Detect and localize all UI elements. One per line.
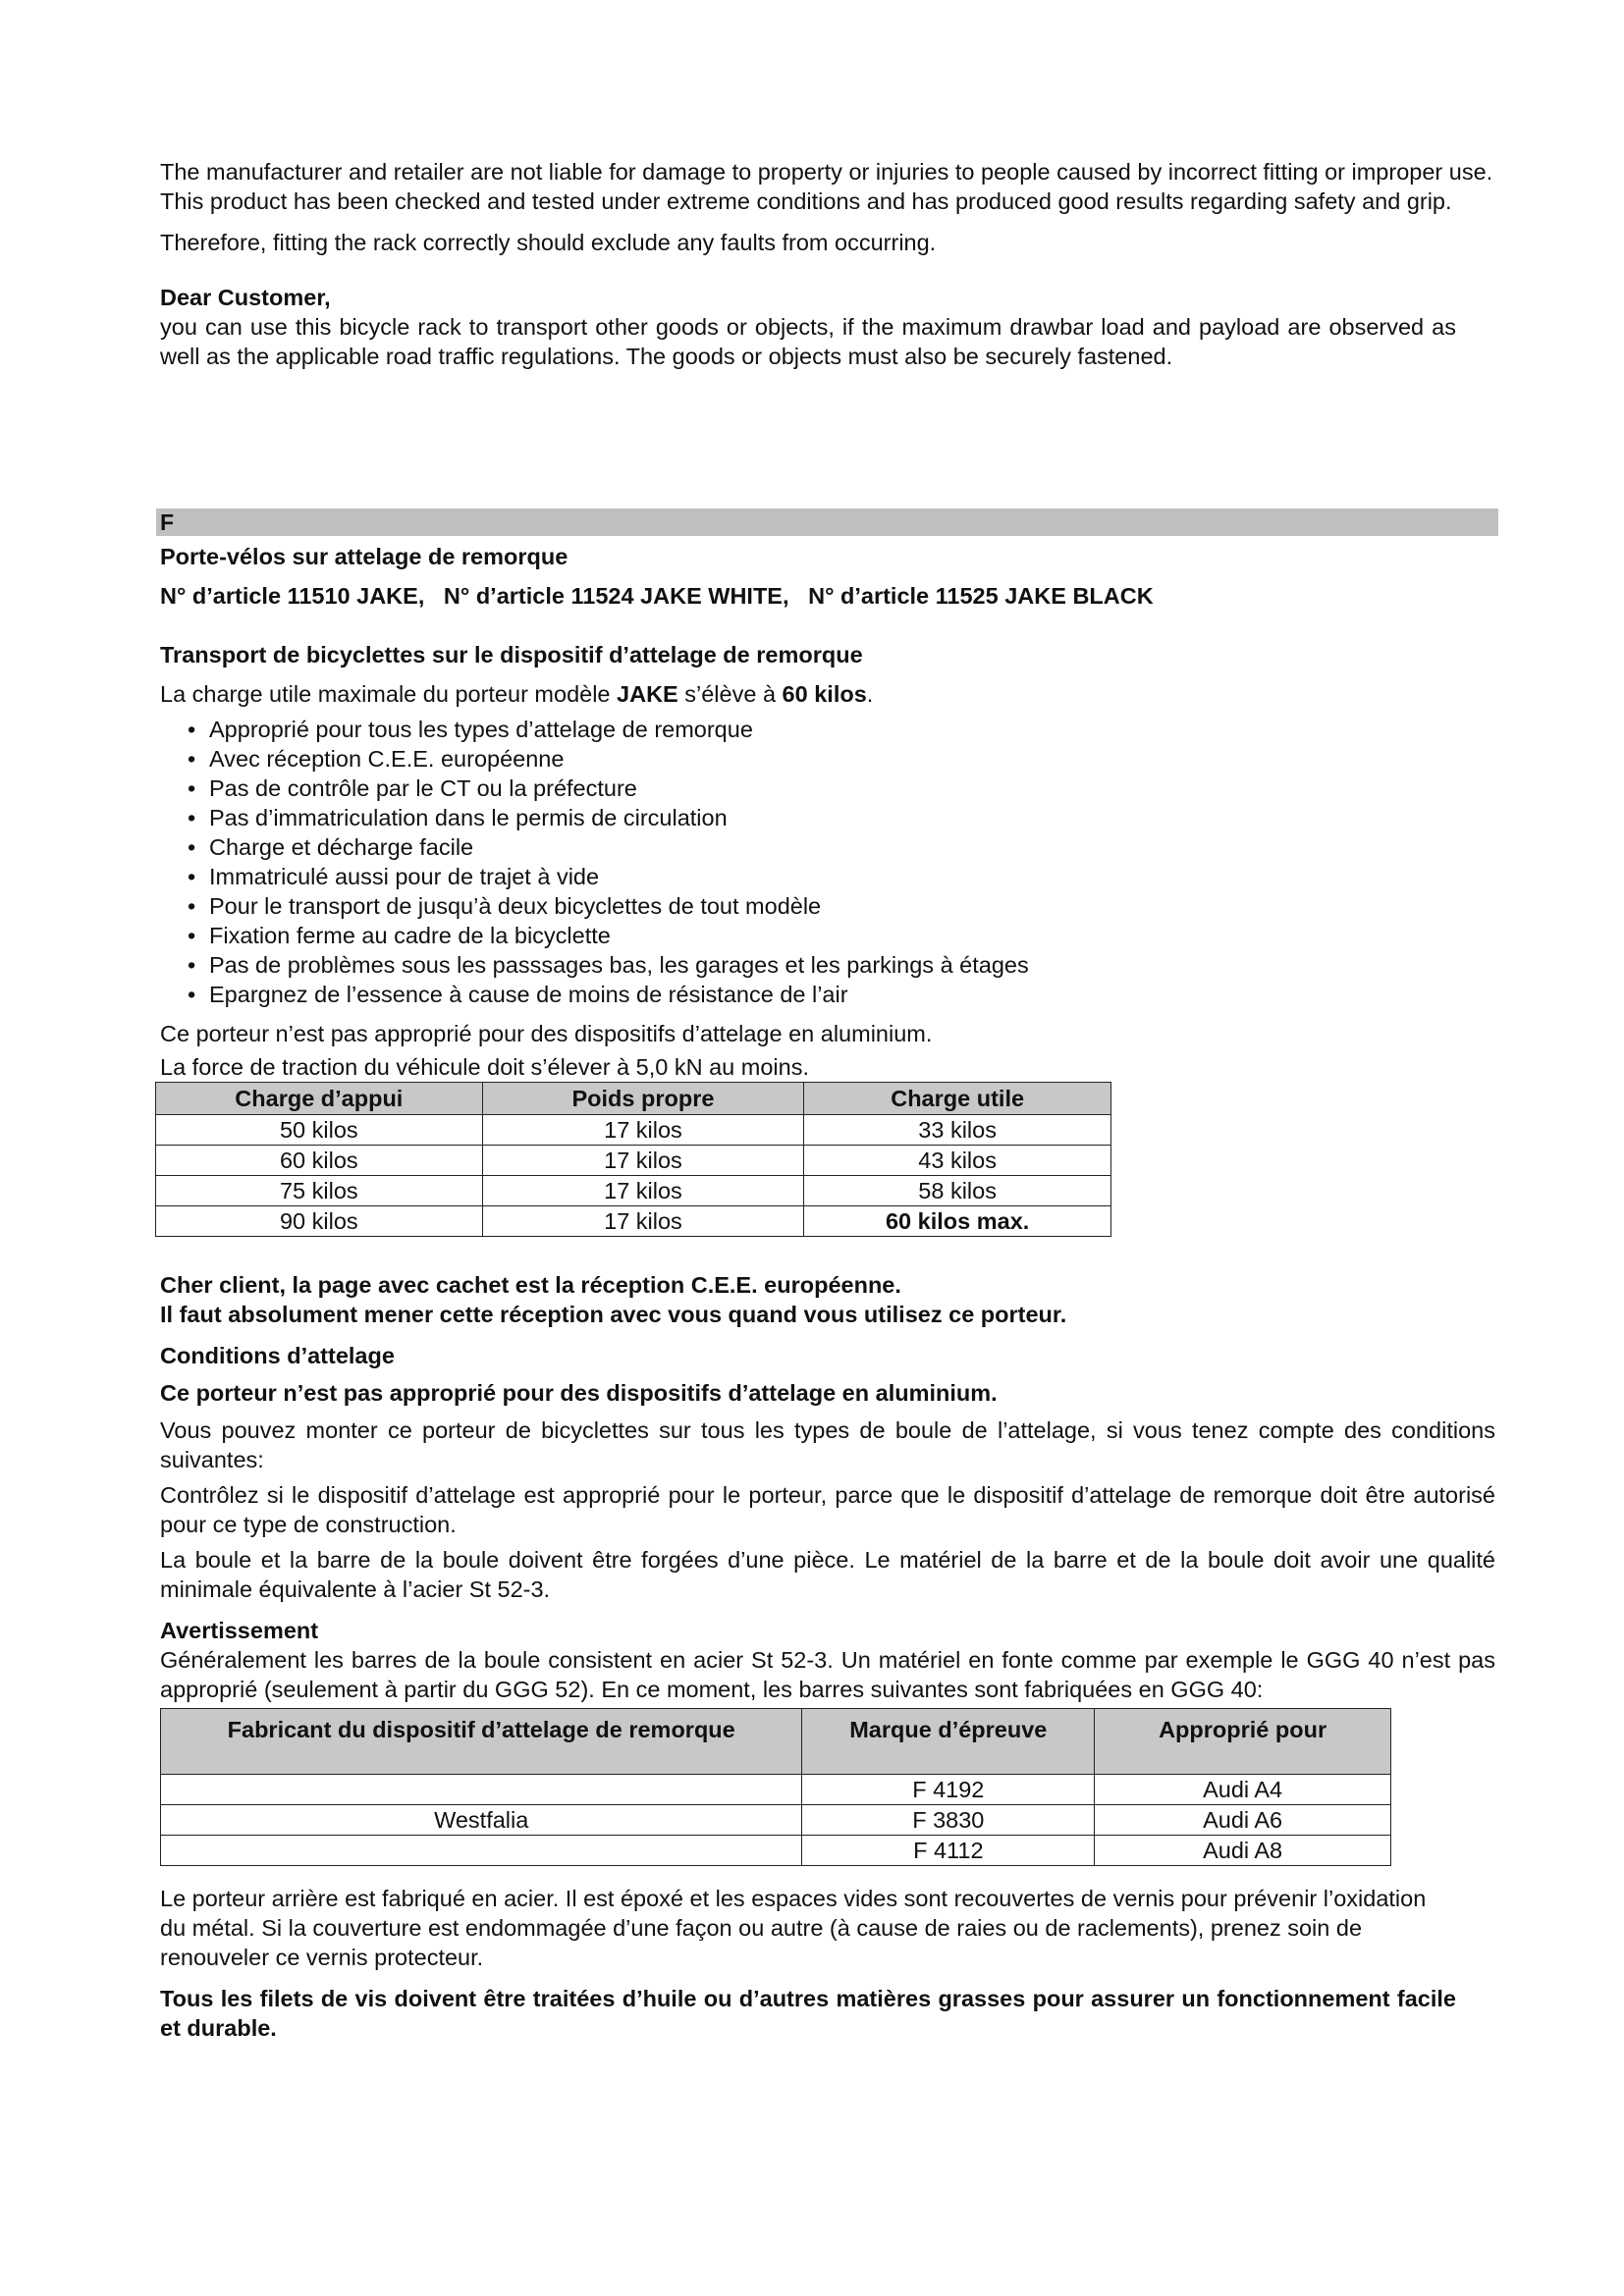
- table-cell: 60 kilos: [156, 1146, 483, 1176]
- list-item: • Pas de contrôle par le CT ou la préfecture: [209, 774, 1495, 803]
- table-row: [156, 1115, 1111, 1146]
- client-note-line2: Il faut absolument mener cette réception avec vous quand vous utilisez ce porteur.: [160, 1302, 1067, 1327]
- table-row: [156, 1176, 1111, 1206]
- payload-line: La charge utile maximale du porteur modèle JAKE s’élève à 60 kilos.: [160, 681, 874, 707]
- list-item: • Avec réception C.E.E. européenne: [209, 744, 1495, 774]
- table-cell: Audi A6: [1095, 1805, 1391, 1836]
- conditions-aluminium: Ce porteur n’est pas approprié pour des dispositifs d’attelage en aluminium.: [160, 1380, 998, 1406]
- table-cell: [161, 1836, 802, 1866]
- list-item: • Pas de problèmes sous les passsages bas, les garages et les parkings à étages: [209, 950, 1495, 980]
- table-cell: [161, 1775, 802, 1805]
- list-item: • Epargnez de l’essence à cause de moins de résistance de l’air: [209, 980, 1495, 1009]
- table-header: Approprié pour: [1095, 1709, 1391, 1775]
- table-cell: 33 kilos: [804, 1115, 1111, 1146]
- table-header: Fabricant du dispositif d’attelage de remorque: [161, 1709, 802, 1775]
- conditions-paragraph-3: La boule et la barre de la boule doivent être forgées d’une pièce. Le matériel de la barre et de la boule doit avoir une qualité minimale équivalente à l’acier St 52-3.: [160, 1547, 1495, 1602]
- list-item: • Immatriculé aussi pour de trajet à vide: [209, 862, 1495, 891]
- french-section: [160, 542, 1495, 2043]
- payload-value: 60 kilos: [782, 681, 867, 707]
- feature-list: [160, 715, 1495, 1009]
- fitting-paragraph: Therefore, fitting the rack correctly should exclude any faults from occurring.: [160, 230, 937, 255]
- table-cell: 17 kilos: [482, 1146, 804, 1176]
- table-cell: 17 kilos: [482, 1115, 804, 1146]
- table-cell-max: 60 kilos max.: [804, 1206, 1111, 1237]
- list-item: • Pour le transport de jusqu’à deux bicyclettes de tout modèle: [209, 891, 1495, 921]
- table-row: [156, 1206, 1111, 1237]
- table-header: Poids propre: [482, 1083, 804, 1115]
- client-note-line1: Cher client, la page avec cachet est la réception C.E.E. européenne.: [160, 1272, 901, 1298]
- section-title: Porte-vélos sur attelage de remorque: [160, 544, 568, 569]
- article-numbers: N° d’article 11510 JAKE, N° d’article 11524 JAKE WHITE, N° d’article 11525 JAKE BLACK: [160, 583, 1154, 609]
- liability-paragraph: The manufacturer and retailer are not liable for damage to property or injuries to people caused by incorrect fitting or improper use.: [160, 159, 1493, 185]
- final-note: Tous les filets de vis doivent être traitées d’huile ou d’autres matières grasses pour assurer un fonctionnement facile et durable.: [160, 1986, 1456, 2041]
- load-table: [155, 1082, 1111, 1237]
- manufacturer-cell: Westfalia: [161, 1805, 802, 1836]
- table-header: Marque d’épreuve: [802, 1709, 1095, 1775]
- table-header: Charge utile: [804, 1083, 1111, 1115]
- table-cell: F 4192: [802, 1775, 1095, 1805]
- table-cell: 50 kilos: [156, 1115, 483, 1146]
- table-row: [156, 1146, 1111, 1176]
- traction-note: La force de traction du véhicule doit s’élever à 5,0 kN au moins.: [160, 1054, 809, 1080]
- table-cell: 58 kilos: [804, 1176, 1111, 1206]
- conditions-paragraph-2: Contrôlez si le dispositif d’attelage est approprié pour le porteur, parce que le dispositif d’attelage de remorque doit être autorisé pour ce type de construction.: [160, 1482, 1495, 1537]
- table-cell: 90 kilos: [156, 1206, 483, 1237]
- table-header-row: [156, 1083, 1111, 1115]
- table-cell: Audi A4: [1095, 1775, 1391, 1805]
- dear-customer-heading: Dear Customer,: [160, 285, 331, 310]
- section-letter-bar: F: [156, 508, 1498, 536]
- list-item: • Fixation ferme au cadre de la bicyclette: [209, 921, 1495, 950]
- table-cell: F 4112: [802, 1836, 1095, 1866]
- list-item: • Pas d’immatriculation dans le permis de circulation: [209, 803, 1495, 832]
- table-row: [161, 1775, 1391, 1805]
- manufacturer-table: [160, 1708, 1391, 1866]
- list-item: • Approprié pour tous les types d’attelage de remorque: [209, 715, 1495, 744]
- table-cell: F 3830: [802, 1805, 1095, 1836]
- table-header-row: [161, 1709, 1391, 1775]
- table-row: [161, 1805, 1391, 1836]
- steel-paragraph: Le porteur arrière est fabriqué en acier. Il est époxé et les espaces vides sont recouvertes de vernis pour prévenir l’oxidation du métal. Si la couverture est endommagée d’une façon ou autre (à cause de raies ou de raclements), prenez soin de renouveler ce vernis protecteur.: [160, 1886, 1427, 1970]
- table-cell: 17 kilos: [482, 1176, 804, 1206]
- intro-block: [160, 157, 1495, 371]
- warning-text: Généralement les barres de la boule consistent en acier St 52-3. Un matériel en fonte comme par exemple le GGG 40 n’est pas approprié (seulement à partir du GGG 52). En ce moment, les barres suivantes sont fabriquées en GGG 40:: [160, 1647, 1495, 1702]
- table-cell: 17 kilos: [482, 1206, 804, 1237]
- conditions-heading: Conditions d’attelage: [160, 1343, 395, 1368]
- model-name: JAKE: [617, 681, 678, 707]
- dear-customer-text: you can use this bicycle rack to transport other goods or objects, if the maximum drawbar load and payload are observed as well as the applicable road traffic regulations. The goods or objects must also be securely fastened.: [160, 314, 1456, 369]
- table-row: [161, 1836, 1391, 1866]
- tested-paragraph: This product has been checked and tested under extreme conditions and has produced good results regarding safety and grip.: [160, 188, 1452, 214]
- table-cell: Audi A8: [1095, 1836, 1391, 1866]
- conditions-paragraph-1: Vous pouvez monter ce porteur de bicyclettes sur tous les types de boule de l’attelage, si vous tenez compte des conditions suivantes:: [160, 1417, 1495, 1472]
- table-header: Charge d’appui: [156, 1083, 483, 1115]
- list-item: • Charge et décharge facile: [209, 832, 1495, 862]
- table-cell: 75 kilos: [156, 1176, 483, 1206]
- aluminium-note: Ce porteur n’est pas approprié pour des dispositifs d’attelage en aluminium.: [160, 1021, 933, 1046]
- table-cell: 43 kilos: [804, 1146, 1111, 1176]
- transport-heading: Transport de bicyclettes sur le dispositif d’attelage de remorque: [160, 642, 863, 667]
- warning-heading: Avertissement: [160, 1618, 319, 1643]
